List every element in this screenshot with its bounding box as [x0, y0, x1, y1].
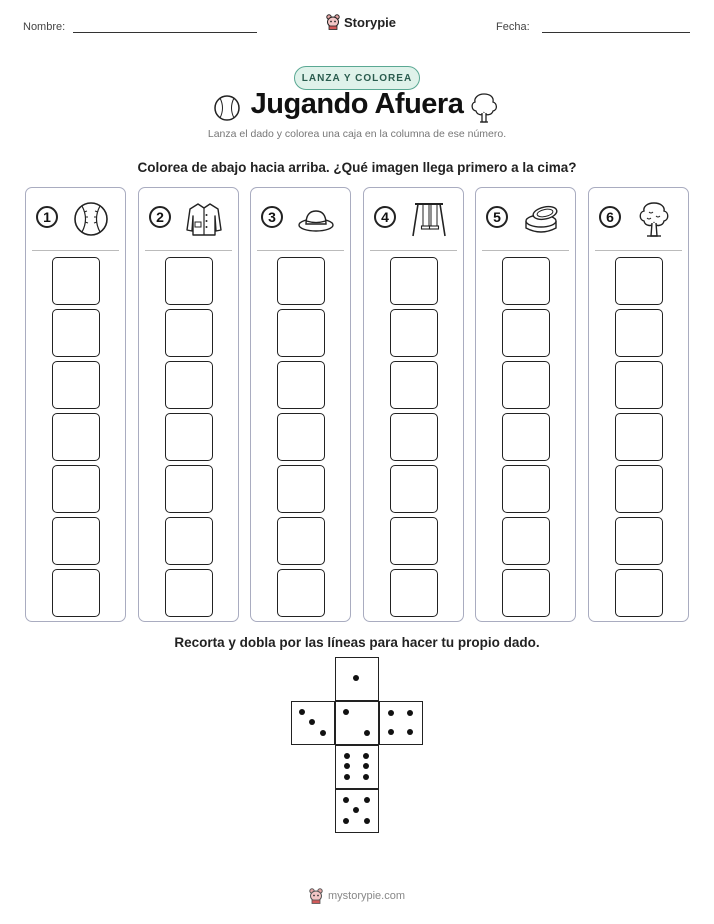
color-box[interactable]: [615, 309, 663, 357]
die-pip: [320, 730, 326, 736]
color-box[interactable]: [165, 465, 213, 513]
jacket-icon: [185, 200, 223, 238]
column-number: 5: [486, 206, 508, 228]
date-label: Fecha:: [496, 21, 530, 33]
die-pip: [364, 730, 370, 736]
color-box[interactable]: [615, 517, 663, 565]
color-box[interactable]: [502, 569, 550, 617]
instruction-top: Colorea de abajo hacia arriba. ¿Qué imagen llega primero a la cima?: [137, 160, 577, 175]
die-pip: [353, 675, 359, 681]
die-face-4: [379, 701, 423, 745]
tree-icon: [635, 200, 673, 238]
die-pip: [343, 797, 349, 803]
die-pip: [343, 818, 349, 824]
color-box[interactable]: [615, 413, 663, 461]
color-box[interactable]: [52, 309, 100, 357]
color-box[interactable]: [390, 517, 438, 565]
sun-hat-icon: [297, 200, 335, 238]
die-face-6: [335, 745, 379, 789]
die-pip: [407, 710, 413, 716]
die-pip: [388, 729, 394, 735]
sunscreen-jar-icon: [522, 200, 560, 238]
color-box[interactable]: [52, 569, 100, 617]
color-box[interactable]: [52, 517, 100, 565]
color-box[interactable]: [390, 413, 438, 461]
instruction-bottom: Recorta y dobla por las líneas para hacer tu propio dado.: [174, 635, 540, 650]
color-box[interactable]: [277, 569, 325, 617]
name-label: Nombre:: [23, 21, 66, 33]
die-pip: [299, 709, 305, 715]
color-box[interactable]: [277, 361, 325, 409]
color-box[interactable]: [502, 413, 550, 461]
color-box[interactable]: [52, 465, 100, 513]
column-4: [363, 187, 464, 622]
color-box[interactable]: [277, 413, 325, 461]
color-box[interactable]: [390, 465, 438, 513]
die-pip: [363, 763, 369, 769]
die-pip: [344, 763, 350, 769]
column-number: 3: [261, 206, 283, 228]
name-field-line[interactable]: [73, 32, 257, 33]
color-box[interactable]: [390, 361, 438, 409]
color-box[interactable]: [615, 257, 663, 305]
die-pip: [364, 797, 370, 803]
color-box[interactable]: [277, 517, 325, 565]
date-field-line[interactable]: [542, 32, 690, 33]
column-1: [25, 187, 126, 622]
footer: [0, 888, 714, 904]
die-pip: [388, 710, 394, 716]
color-box[interactable]: [615, 569, 663, 617]
storypie-mascot-icon: [326, 14, 340, 30]
color-box[interactable]: [165, 257, 213, 305]
column-number: 6: [599, 206, 621, 228]
die-face-5: [335, 789, 379, 833]
die-pip: [344, 774, 350, 780]
brand-name: Storypie: [344, 14, 397, 30]
die-pip: [363, 774, 369, 780]
color-box[interactable]: [390, 309, 438, 357]
die-face-1: [335, 657, 379, 701]
color-box[interactable]: [502, 517, 550, 565]
die-pip: [309, 719, 315, 725]
color-box[interactable]: [52, 257, 100, 305]
color-box[interactable]: [502, 361, 550, 409]
die-face-3: [291, 701, 335, 745]
column-number: 4: [374, 206, 396, 228]
color-box[interactable]: [52, 361, 100, 409]
die-pip: [344, 753, 350, 759]
die-face-2: [335, 701, 379, 745]
color-box[interactable]: [165, 309, 213, 357]
footer-url[interactable]: mystorypie.com: [327, 890, 406, 902]
color-box[interactable]: [165, 517, 213, 565]
brand-logo: [326, 14, 396, 30]
color-box[interactable]: [502, 257, 550, 305]
color-box[interactable]: [502, 309, 550, 357]
baseball-icon: [72, 200, 110, 238]
column-5: [475, 187, 576, 622]
die-pip: [343, 709, 349, 715]
column-2: [138, 187, 239, 622]
die-pip: [407, 729, 413, 735]
column-number: 1: [36, 206, 58, 228]
column-3: [250, 187, 351, 622]
activity-badge: LANZA Y COLOREA: [294, 66, 420, 90]
subtitle: Lanza el dado y colorea una caja en la columna de ese número.: [207, 128, 507, 140]
color-box[interactable]: [165, 413, 213, 461]
color-box[interactable]: [277, 257, 325, 305]
die-pip: [363, 753, 369, 759]
column-6: [588, 187, 689, 622]
storypie-mascot-icon: [309, 888, 323, 904]
color-box[interactable]: [165, 361, 213, 409]
color-box[interactable]: [390, 569, 438, 617]
color-box[interactable]: [165, 569, 213, 617]
die-pip: [353, 807, 359, 813]
color-box[interactable]: [52, 413, 100, 461]
color-box[interactable]: [277, 309, 325, 357]
swing-set-icon: [410, 200, 448, 238]
page-title: Jugando Afuera: [250, 88, 464, 120]
color-box[interactable]: [390, 257, 438, 305]
die-pip: [364, 818, 370, 824]
color-box[interactable]: [615, 465, 663, 513]
color-box[interactable]: [502, 465, 550, 513]
color-box[interactable]: [277, 465, 325, 513]
tree-icon: [468, 90, 500, 124]
color-box[interactable]: [615, 361, 663, 409]
column-number: 2: [149, 206, 171, 228]
